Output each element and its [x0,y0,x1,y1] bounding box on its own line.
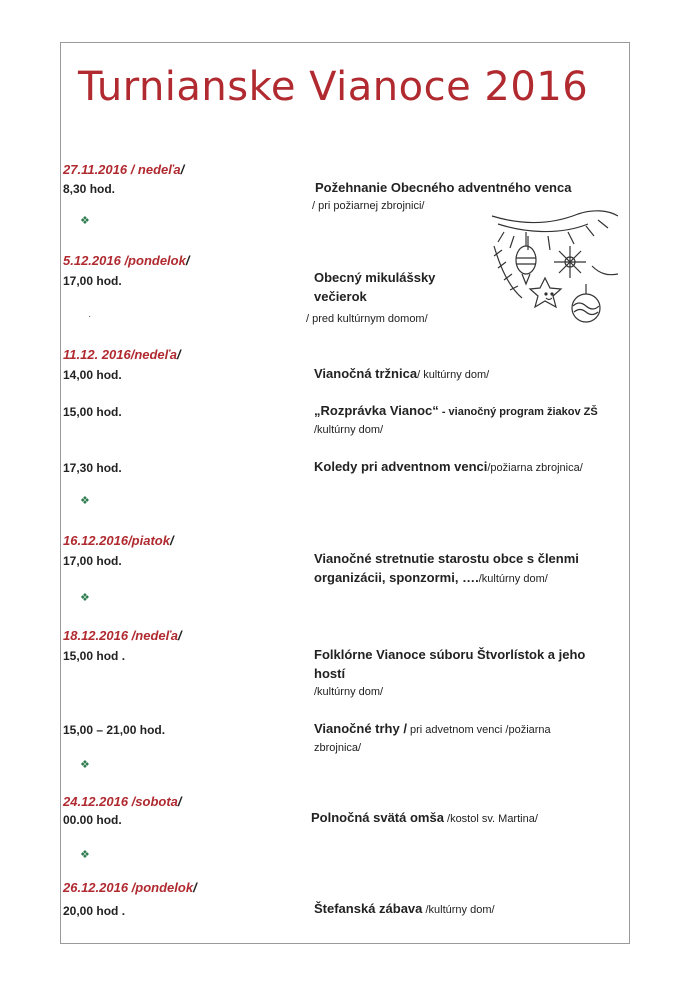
event-time: 8,30 hod. [63,182,116,196]
event-time: 20,00 hod . [63,904,126,918]
four-diamond-bullet-icon: ❖ [80,592,90,604]
event-title: Koledy pri adventnom venci/požiarna zbrojnica/ [314,459,583,474]
date-heading: 16.12.2016/piatok/ [63,533,174,548]
four-diamond-bullet-icon: ❖ [80,215,90,227]
event-title: Požehnanie Obecného adventného venca [315,180,572,195]
event-title: Obecný mikulášsky večierok [314,270,436,304]
event-title: Polnočná svätá omša /kostol sv. Martina/ [311,810,538,825]
event-time: 00.00 hod. [63,813,122,827]
event-location: zbrojnica/ [314,742,362,754]
event-location: / pred kultúrnym domom/ [306,313,428,325]
page-title: Turnianske Vianoce 2016 [78,64,589,110]
date-heading: 5.12.2016 /pondelok/ [63,253,190,268]
christmas-ornament-illustration [488,206,622,330]
event-title: Folklórne Vianoce súboru Štvorlístok a jeho hostí [314,647,586,681]
event-location: /kultúrny dom/ [314,686,384,698]
date-heading: 11.12. 2016/nedeľa/ [63,347,181,362]
event-time: 15,00 – 21,00 hod. [63,723,166,737]
four-diamond-bullet-icon: ❖ [80,495,90,507]
event-title: Štefanská zábava /kultúrny dom/ [314,901,495,916]
event-location: /kultúrny dom/ [314,424,384,436]
event-title: „Rozprávka Vianoc“ - vianočný program žiakov ZŠ [314,403,598,418]
event-time: 17,00 hod. [63,554,122,568]
date-heading: 18.12.2016 /nedeľa/ [63,628,182,643]
event-time: 15,00 hod. [63,405,122,419]
event-time: 14,00 hod. [63,368,122,382]
event-time: 17,00 hod. [63,274,122,288]
date-heading: 26.12.2016 /pondelok/ [63,880,197,895]
event-time: 15,00 hod . [63,649,126,663]
four-diamond-bullet-icon: ❖ [80,759,90,771]
event-time: 17,30 hod. [63,461,122,475]
event-location: / pri požiarnej zbrojnici/ [312,200,425,212]
date-heading: 27.11.2016 / nedeľa/ [63,162,185,177]
event-title: Vianočné stretnutie starostu obce s členmi organizácii, sponzormi, …./kultúrny dom/ [314,551,579,585]
event-title: Vianočné trhy / pri advetnom venci /požiarna [314,721,551,736]
date-heading: 24.12.2016 /sobota/ [63,794,182,809]
dot-marker: · [88,311,92,322]
four-diamond-bullet-icon: ❖ [80,849,90,861]
event-title: Vianočná tržnica/ kultúrny dom/ [314,366,490,381]
